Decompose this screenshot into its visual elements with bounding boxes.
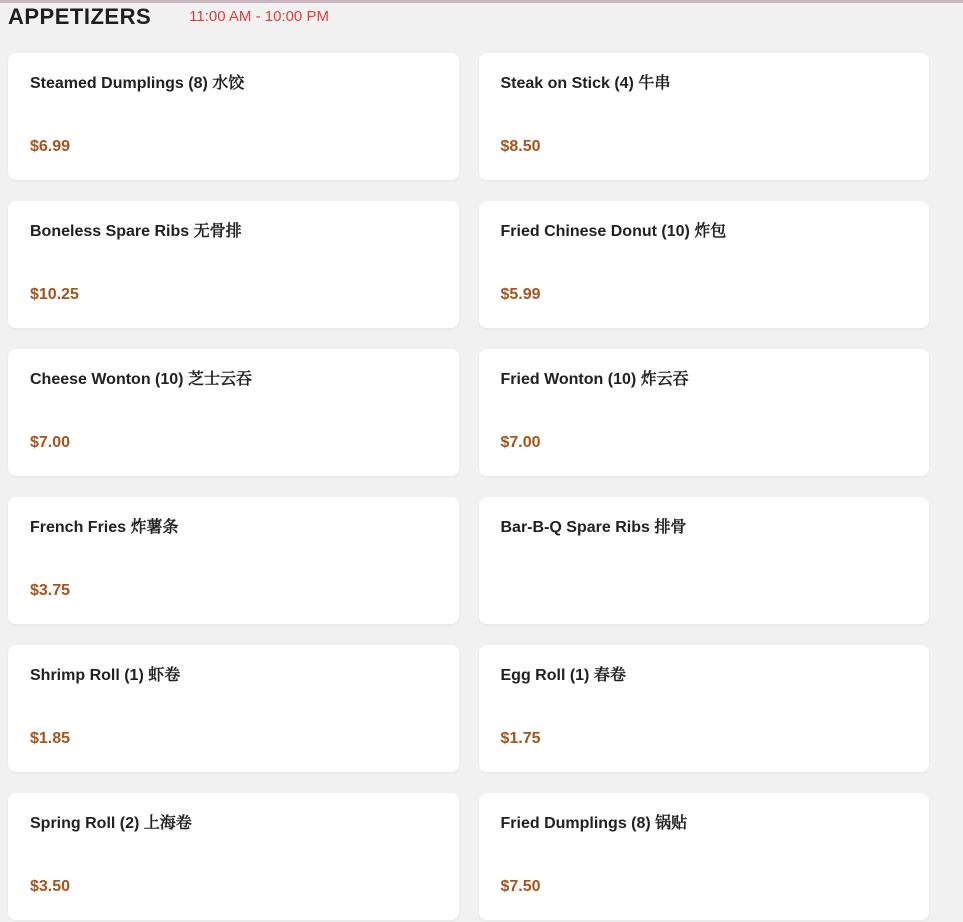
page-title: APPETIZERS	[8, 4, 152, 29]
item-name: Fried Chinese Donut (10) 炸包	[500, 223, 727, 240]
section-hours: 11:00 AM - 10:00 PM	[189, 8, 329, 25]
section-header	[0, 4, 963, 30]
menu-item-card-bar-b-q-spare-ribs[interactable]	[479, 497, 930, 624]
menu-item-card-boneless-spare-ribs[interactable]	[8, 201, 459, 328]
item-price: $5.99	[500, 286, 541, 303]
menu-item-card-cheese-wonton[interactable]	[8, 349, 459, 476]
item-name: Shrimp Roll (1) 虾卷	[30, 667, 181, 684]
item-price: $1.75	[500, 730, 541, 747]
menu-item-card-fried-wonton[interactable]	[479, 349, 930, 476]
menu-item-card-fried-chinese-donut[interactable]	[479, 201, 930, 328]
item-name: Fried Dumplings (8) 锅贴	[500, 815, 688, 832]
item-price: $7.50	[500, 878, 541, 895]
item-name: Fried Wonton (10) 炸云吞	[500, 371, 689, 388]
item-price: $8.50	[500, 138, 541, 155]
item-price: $7.00	[500, 434, 541, 451]
item-price: $3.50	[30, 878, 71, 895]
menu-item-card-steamed-dumplings[interactable]	[8, 53, 459, 180]
item-price	[501, 581, 906, 600]
item-name: Egg Roll (1) 春卷	[500, 667, 626, 684]
menu-item-card-spring-roll[interactable]	[8, 793, 459, 920]
menu-item-card-egg-roll[interactable]	[479, 645, 930, 772]
menu-item-card-french-fries[interactable]	[8, 497, 459, 624]
item-price: $6.99	[30, 138, 71, 155]
item-name: Steamed Dumplings (8) 水饺	[30, 75, 245, 92]
item-name: Spring Roll (2) 上海卷	[30, 815, 192, 832]
menu-grid	[8, 53, 929, 920]
menu-item-card-steak-on-stick[interactable]	[479, 53, 930, 180]
item-name: Boneless Spare Ribs 无骨排	[30, 223, 242, 240]
item-price: $3.75	[30, 582, 71, 599]
item-name: Cheese Wonton (10) 芝士云吞	[30, 371, 252, 388]
menu-item-card-fried-dumplings[interactable]	[479, 793, 930, 920]
item-name: Steak on Stick (4) 牛串	[500, 75, 671, 92]
item-price: $1.85	[30, 730, 71, 747]
top-divider	[0, 0, 963, 3]
item-name: French Fries 炸薯条	[30, 519, 179, 536]
item-price: $7.00	[30, 434, 71, 451]
item-name: Bar-B-Q Spare Ribs 排骨	[500, 519, 687, 536]
item-price: $10.25	[30, 286, 79, 303]
menu-item-card-shrimp-roll[interactable]	[8, 645, 459, 772]
